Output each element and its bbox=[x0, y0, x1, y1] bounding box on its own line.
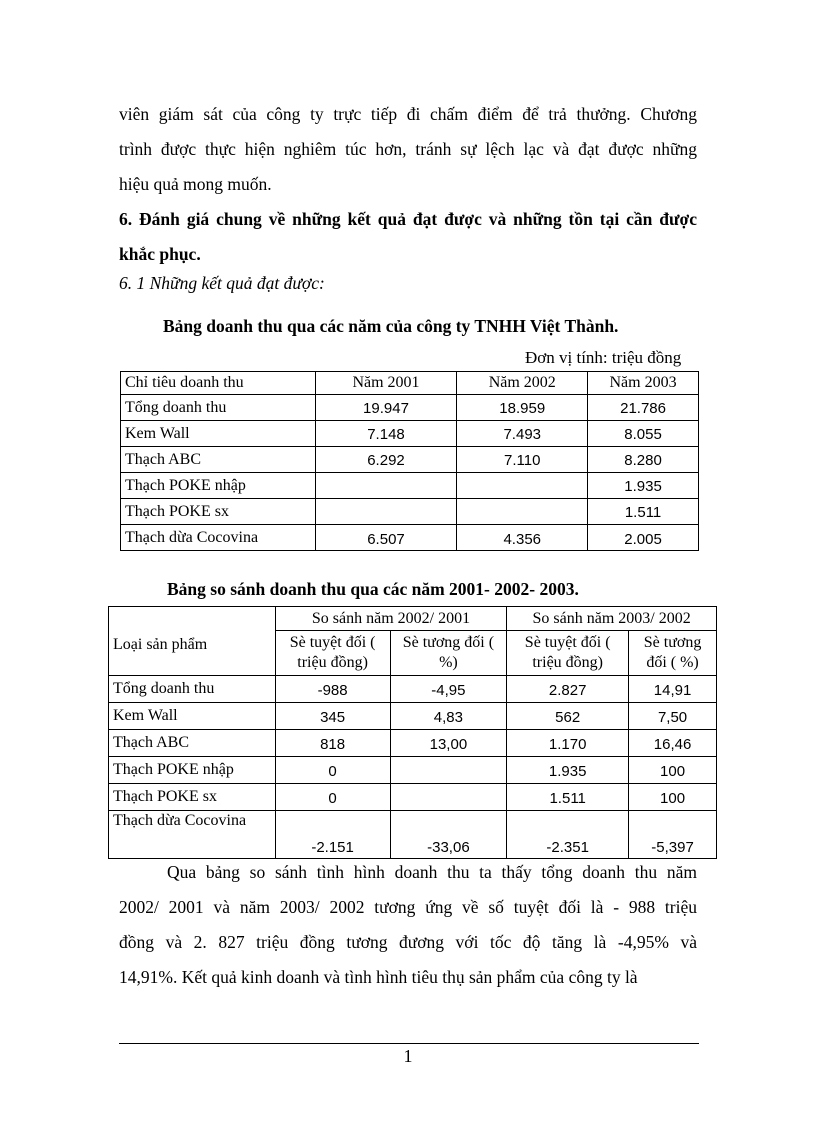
intro-line-1: viên giám sát của công ty trực tiếp đi chấm điểm để trả thưởng. Chương bbox=[119, 104, 697, 124]
header-cell: Sè tuyệt đối ( triệu đồng) bbox=[507, 631, 629, 676]
table-cell: 818 bbox=[275, 730, 390, 757]
subsection-heading: 6. 1 Những kết quả đạt được: bbox=[119, 273, 325, 293]
table-cell bbox=[315, 473, 457, 499]
table-cell: -2.351 bbox=[507, 811, 629, 859]
table-cell: 19.947 bbox=[315, 395, 457, 421]
table-row bbox=[121, 447, 699, 473]
table-cell: Thạch dừa Cocovina bbox=[121, 525, 316, 551]
table2-title: Bảng so sánh doanh thu qua các năm 2001- 2002- 2003. bbox=[167, 579, 579, 599]
table-cell: 2.005 bbox=[588, 525, 699, 551]
page-number: 1 bbox=[403, 1046, 413, 1066]
table-row bbox=[121, 421, 699, 447]
table-cell: 100 bbox=[629, 757, 717, 784]
table-cell: 0 bbox=[275, 784, 390, 811]
table-cell: 562 bbox=[507, 703, 629, 730]
table-cell: 1.511 bbox=[588, 499, 699, 525]
intro-line-3: hiệu quả mong muốn. bbox=[119, 174, 272, 194]
table-cell: 345 bbox=[275, 703, 390, 730]
table-row bbox=[109, 730, 717, 757]
header-cell: Sè tương đối ( %) bbox=[390, 631, 507, 676]
table-cell: 7,50 bbox=[629, 703, 717, 730]
intro-line-2: trình được thực hiện nghiêm túc hơn, tránh sự lệch lạc và đạt được những bbox=[119, 139, 697, 159]
table-header-row bbox=[109, 607, 717, 631]
table-cell: 4.356 bbox=[457, 525, 588, 551]
header-cell: Chỉ tiêu doanh thu bbox=[121, 372, 316, 395]
table-cell: Thạch POKE sx bbox=[109, 784, 276, 811]
table-cell: -2.151 bbox=[275, 811, 390, 859]
section-heading-line-1: 6. Đánh giá chung về những kết quả đạt được và những tồn tại cần được bbox=[119, 209, 697, 229]
table-header-row bbox=[121, 372, 699, 395]
table-cell bbox=[457, 499, 588, 525]
table-cell: 100 bbox=[629, 784, 717, 811]
closing-line-4: 14,91%. Kết quả kinh doanh và tình hình tiêu thụ sản phẩm của công ty là bbox=[119, 967, 638, 987]
header-cell: Năm 2002 bbox=[457, 372, 588, 395]
table-cell: 1.170 bbox=[507, 730, 629, 757]
table-cell: Kem Wall bbox=[121, 421, 316, 447]
table-cell bbox=[390, 757, 507, 784]
table-cell: 21.786 bbox=[588, 395, 699, 421]
table1-title: Bảng doanh thu qua các năm của công ty TNHH Việt Thành. bbox=[163, 316, 619, 336]
revenue-table bbox=[120, 371, 699, 551]
table-cell: 13,00 bbox=[390, 730, 507, 757]
table-cell: Thạch ABC bbox=[121, 447, 316, 473]
table-cell: 8.280 bbox=[588, 447, 699, 473]
table-cell: 4,83 bbox=[390, 703, 507, 730]
table-cell bbox=[457, 473, 588, 499]
table-row bbox=[121, 395, 699, 421]
header-cell: So sánh năm 2002/ 2001 bbox=[275, 607, 507, 631]
table-cell: 6.292 bbox=[315, 447, 457, 473]
table-row bbox=[109, 703, 717, 730]
table-cell: 1.511 bbox=[507, 784, 629, 811]
table-cell: 1.935 bbox=[588, 473, 699, 499]
table-cell: 6.507 bbox=[315, 525, 457, 551]
table-cell: Thạch POKE nhập bbox=[121, 473, 316, 499]
table-row bbox=[121, 525, 699, 551]
table-cell bbox=[390, 784, 507, 811]
table-cell: Kem Wall bbox=[109, 703, 276, 730]
section-heading-line-2: khắc phục. bbox=[119, 244, 201, 264]
header-cell: So sánh năm 2003/ 2002 bbox=[507, 607, 717, 631]
table-cell: 7.493 bbox=[457, 421, 588, 447]
table-row bbox=[121, 473, 699, 499]
closing-line-3: đồng và 2. 827 triệu đồng tương đương với tốc độ tăng là -4,95% và bbox=[119, 932, 697, 952]
header-cell: Năm 2003 bbox=[588, 372, 699, 395]
table-cell: Tổng doanh thu bbox=[109, 676, 276, 703]
header-cell: Năm 2001 bbox=[315, 372, 457, 395]
table-cell: Thạch POKE nhập bbox=[109, 757, 276, 784]
table-cell bbox=[315, 499, 457, 525]
table-row bbox=[109, 811, 717, 859]
comparison-table bbox=[108, 606, 717, 859]
table-cell: 1.935 bbox=[507, 757, 629, 784]
table-row bbox=[109, 784, 717, 811]
header-cell: Sè tuyệt đối ( triệu đồng) bbox=[275, 631, 390, 676]
table-cell: 18.959 bbox=[457, 395, 588, 421]
table-cell: -5,397 bbox=[629, 811, 717, 859]
header-cell: Loại sản phẩm bbox=[109, 607, 276, 676]
table-cell: 2.827 bbox=[507, 676, 629, 703]
footer-divider bbox=[119, 1043, 699, 1044]
closing-line-1: Qua bảng so sánh tình hình doanh thu ta thấy tổng doanh thu năm bbox=[167, 862, 697, 882]
table-cell: -4,95 bbox=[390, 676, 507, 703]
table-row bbox=[109, 757, 717, 784]
table-cell: Thạch dừa Cocovina bbox=[109, 811, 276, 859]
closing-line-2: 2002/ 2001 và năm 2003/ 2002 tương ứng về số tuyệt đối là - 988 triệu bbox=[119, 897, 697, 917]
table-cell: Thạch POKE sx bbox=[121, 499, 316, 525]
table-cell: Tổng doanh thu bbox=[121, 395, 316, 421]
table-cell: 14,91 bbox=[629, 676, 717, 703]
table-cell: 7.148 bbox=[315, 421, 457, 447]
table-cell: 8.055 bbox=[588, 421, 699, 447]
table-cell: Thạch ABC bbox=[109, 730, 276, 757]
table-cell: 16,46 bbox=[629, 730, 717, 757]
table-cell: -988 bbox=[275, 676, 390, 703]
table-cell: -33,06 bbox=[390, 811, 507, 859]
table-cell: 0 bbox=[275, 757, 390, 784]
table-row bbox=[121, 499, 699, 525]
header-cell: Sè tương đối ( %) bbox=[629, 631, 717, 676]
table-cell: 7.110 bbox=[457, 447, 588, 473]
table1-unit: Đơn vị tính: triệu đồng bbox=[525, 348, 682, 367]
table-row bbox=[109, 676, 717, 703]
